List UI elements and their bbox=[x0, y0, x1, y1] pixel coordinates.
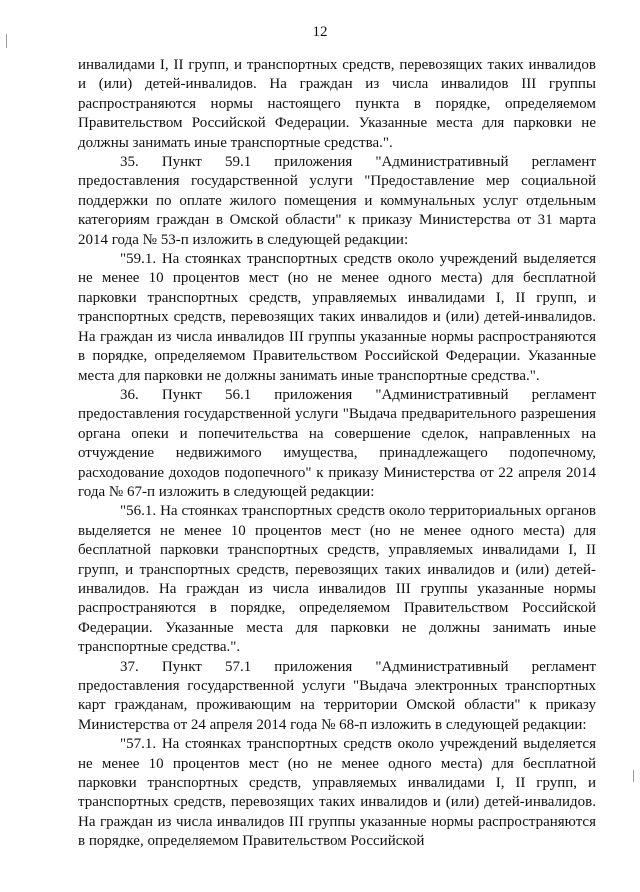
paragraph-quote-56-1: "56.1. На стоянках транспортных средств около территориальных органов выделяется не менее 10 процентов мест (но не менее одного места) для бесплатной парковки транспортных средств, управляемых инвалидами I, II групп, и транспортных средств, перевозящих таких инвалидов и (или) детей-инвалидов. На граждан из числа инвалидов III группы указанные нормы распространяются в порядке, определяемом Правительством Российской Федерации. Указанные места для парковки не должны занимать иные транспортные средства.". bbox=[78, 503, 596, 656]
paragraph-item-37: 37. Пункт 57.1 приложения "Административный регламент предоставления государственной услуги "Выдача электронных транспортных карт гражданам, проживающим на территории Омской области" к приказу Министерства от 24 апреля 2014 года № 68-п изложить в следующей редакции: bbox=[78, 658, 596, 733]
document-body bbox=[78, 56, 596, 852]
paragraph-quote-59-1: "59.1. На стоянках транспортных средств около учреждений выделяется не менее 10 процентов мест (но не менее одного места) для бесплатной парковки транспортных средств, управляемых инвалидами I, II групп, и транспортных средств, перевозящих таких инвалидов и (или) детей-инвалидов. На граждан из числа инвалидов III группы указанные нормы распространяются в порядке, определяемом Правительством Российской Федерации. Указанные места для парковки не должны занимать иные транспортные средства.". bbox=[78, 251, 596, 384]
paragraph-continuation: инвалидами I, II групп, и транспортных средств, перевозящих таких инвалидов и (или) детей-инвалидов. На граждан из числа инвалидов III группы распространяются нормы настоящего пункта в порядке, определяемом Правительством Российской Федерации. Указанные места для парковки не должны занимать иные транспортные средства.". bbox=[78, 57, 596, 151]
page-number: 12 bbox=[312, 24, 328, 40]
paragraph-quote-57-1: "57.1. На стоянках транспортных средств около учреждений выделяется не менее 10 процентов мест (но не менее одного места) для бесплатной парковки транспортных средств, управляемых инвалидами I, II групп, и транспортных средств, перевозящих таких инвалидов и (или) детей-инвалидов. На граждан из числа инвалидов III группы указанные нормы распространяются в порядке, определяемом Правительством Российской bbox=[78, 736, 596, 850]
scan-edge-mark bbox=[633, 770, 634, 782]
scan-edge-mark bbox=[6, 34, 7, 48]
paragraph-item-36: 36. Пункт 56.1 приложения "Административный регламент предоставления государственной услуги "Выдача предварительного разрешения органа опеки и попечительства на совершение сделок, направленных на отчуждение недвижимого имущества, принадлежащего подопечному, расходование доходов подопечного" к приказу Министерства от 22 апреля 2014 года № 67-п изложить в следующей редакции: bbox=[78, 386, 596, 500]
paragraph-item-35: 35. Пункт 59.1 приложения "Административный регламент предоставления государственной услуги "Предоставление мер социальной поддержки по оплате жилого помещения и коммунальных услуг отдельным категориям граждан в Омской области" к приказу Министерства от 31 марта 2014 года № 53-п изложить в следующей редакции: bbox=[78, 154, 596, 248]
